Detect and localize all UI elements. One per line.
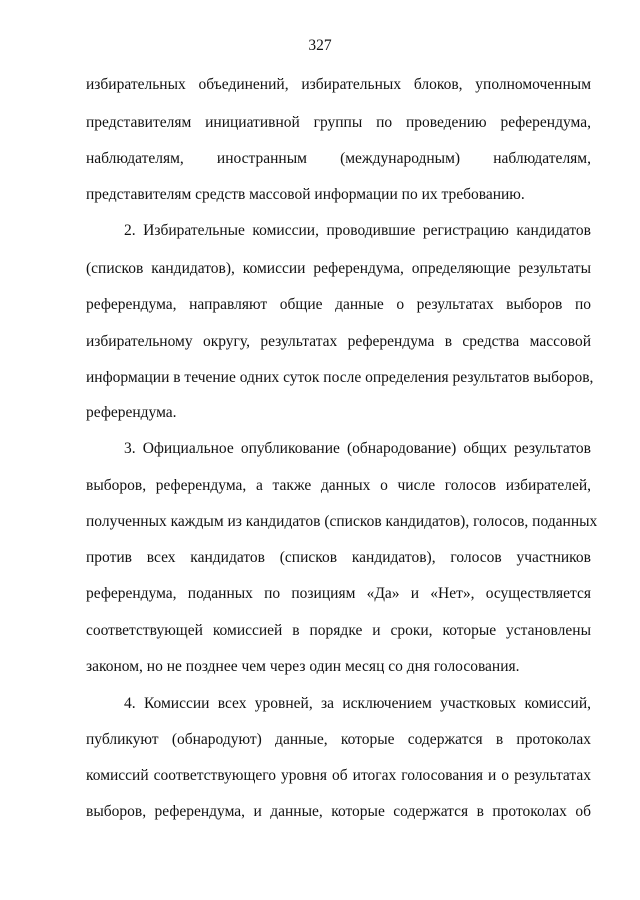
text-line: избирательному округу, результатах референдума в средства массовой — [86, 333, 591, 350]
text-line: информации в течение одних суток после определения результатов выборов, — [86, 369, 594, 386]
text-line: избирательных объединений, избирательных блоков, уполномоченным — [86, 76, 591, 93]
text-line: полученных каждым из кандидатов (списков кандидатов), голосов, поданных — [86, 513, 598, 530]
text-line: законом, но не позднее чем через один месяц со дня голосования. — [86, 658, 520, 675]
text-line: представителям средств массовой информации по их требованию. — [86, 186, 525, 203]
text-line: соответствующей комиссией в порядке и сроки, которые установлены — [86, 622, 591, 639]
text-line: публикуют (обнародуют) данные, которые содержатся в протоколах — [86, 731, 591, 748]
text-line: выборов, референдума, и данные, которые содержатся в протоколах об — [86, 803, 591, 820]
text-line: представителям инициативной группы по проведению референдума, — [86, 114, 591, 131]
text-line: референдума. — [86, 404, 177, 421]
paragraph-first-line: 3. Официальное опубликование (обнародование) общих результатов — [124, 440, 591, 457]
text-line: выборов, референдума, а также данных о числе голосов избирателей, — [86, 477, 591, 494]
text-line: референдума, направляют общие данные о результатах выборов по — [86, 296, 591, 313]
page-number: 327 — [308, 37, 332, 54]
paragraph-first-line: 4. Комиссии всех уровней, за исключением участковых комиссий, — [124, 695, 591, 712]
paragraph-first-line: 2. Избирательные комиссии, проводившие регистрацию кандидатов — [124, 222, 591, 239]
text-line: (списков кандидатов), комиссии референдума, определяющие результаты — [86, 260, 591, 277]
text-line: комиссий соответствующего уровня об итогах голосования и о результатах — [86, 767, 591, 784]
text-line: против всех кандидатов (списков кандидатов), голосов участников — [86, 549, 591, 566]
text-line: наблюдателям, иностранным (международным) наблюдателям, — [86, 150, 591, 167]
text-line: референдума, поданных по позициям «Да» и «Нет», осуществляется — [86, 585, 591, 602]
